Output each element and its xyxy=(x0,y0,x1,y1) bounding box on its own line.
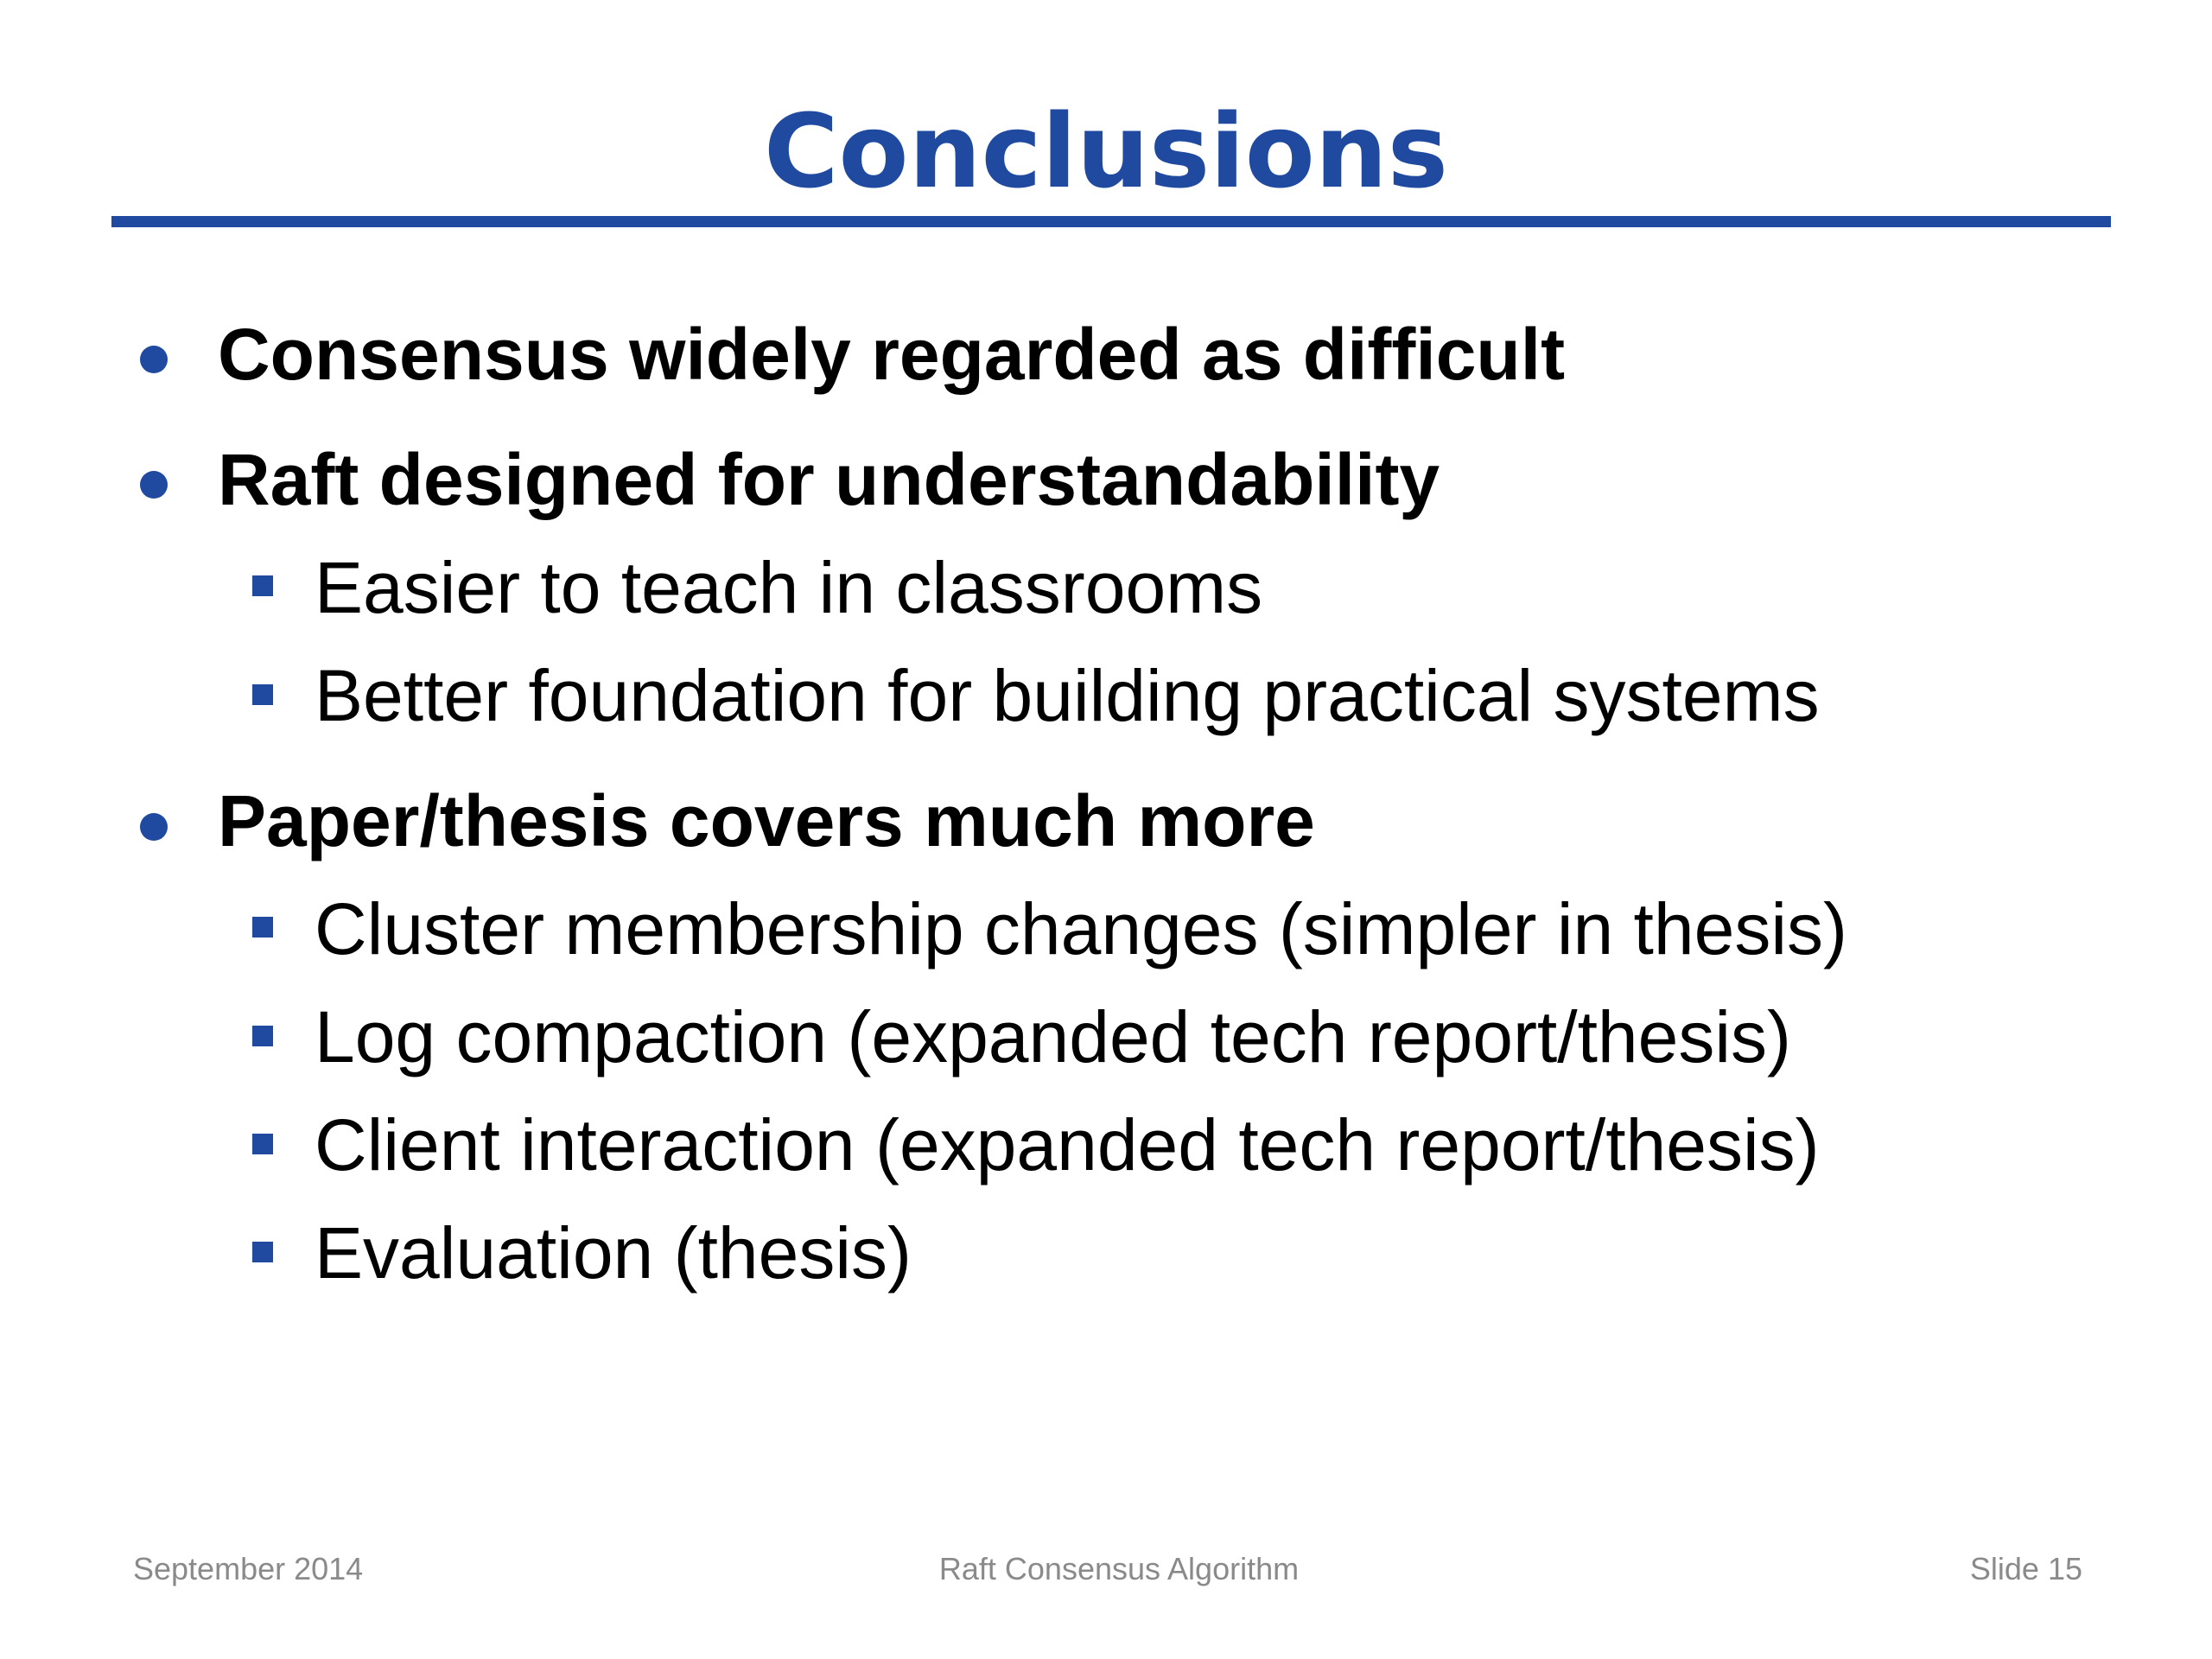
sub-bullet-item: Evaluation (thesis) xyxy=(315,1212,912,1294)
sub-bullet-square-icon xyxy=(252,1026,273,1046)
bullet-item: Paper/thesis covers much more xyxy=(218,780,1315,861)
sub-bullet-square-icon xyxy=(252,1134,273,1154)
bullet-item: Raft designed for understandability xyxy=(218,439,1440,520)
bullet-dot-icon xyxy=(140,346,168,373)
footer-date: September 2014 xyxy=(133,1551,364,1586)
sub-bullet-item: Better foundation for building practical systems xyxy=(315,655,1820,736)
sub-bullet-square-icon xyxy=(252,575,273,596)
footer-slide-number: Slide 15 xyxy=(1969,1551,2082,1586)
sub-bullet-square-icon xyxy=(252,684,273,705)
sub-bullet-item: Client interaction (expanded tech report/thesis) xyxy=(315,1104,1820,1185)
sub-bullet-item: Easier to teach in classrooms xyxy=(315,547,1263,628)
sub-bullet-square-icon xyxy=(252,1242,273,1262)
footer-title: Raft Consensus Algorithm xyxy=(938,1551,1300,1586)
slide-title: Conclusions xyxy=(763,92,1449,211)
bullet-item: Consensus widely regarded as difficult xyxy=(218,314,1566,395)
bullet-dot-icon xyxy=(140,813,168,841)
sub-bullet-square-icon xyxy=(252,917,273,938)
sub-bullet-item: Cluster membership changes (simpler in thesis) xyxy=(315,888,1847,969)
sub-bullet-item: Log compaction (expanded tech report/thesis) xyxy=(315,996,1791,1077)
bullet-dot-icon xyxy=(140,471,168,499)
